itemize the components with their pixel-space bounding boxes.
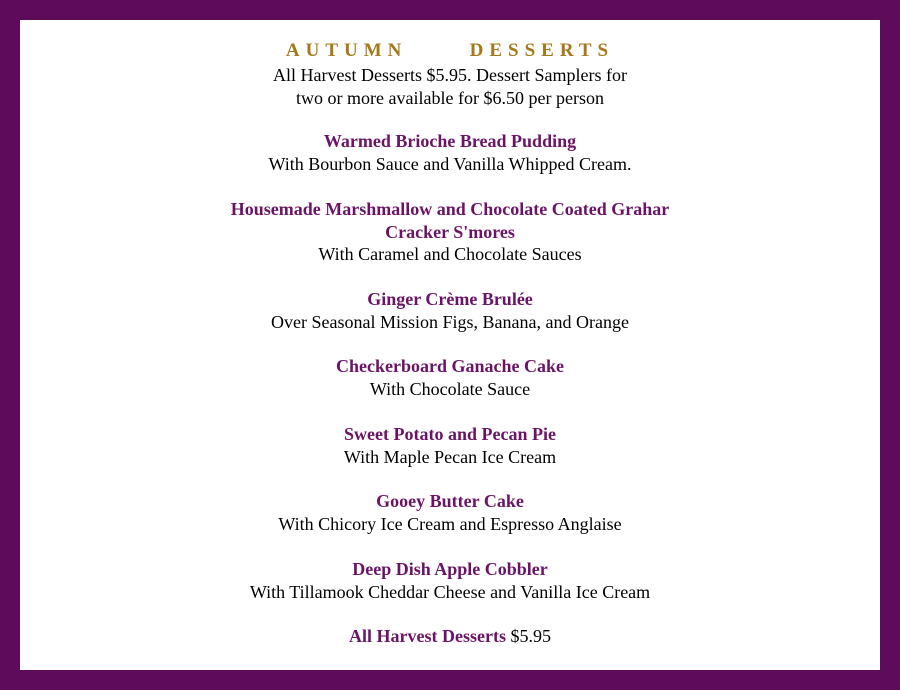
item-description: With Chocolate Sauce <box>369 378 531 399</box>
item-description: With Maple Pecan Ice Cream <box>343 446 557 467</box>
menu-intro <box>20 64 880 109</box>
item-name-line-2: Cracker S'mores <box>385 221 515 242</box>
item-name: Ginger Crème Brulée <box>367 289 533 309</box>
item-description: Over Seasonal Mission Figs, Banana, and Orange <box>271 311 629 332</box>
menu-item-apple-cobbler <box>20 558 880 603</box>
intro-line-2: two or more available for $6.50 per person <box>296 87 604 108</box>
menu-item-butter-cake <box>20 490 880 535</box>
item-name: Warmed Brioche Bread Pudding <box>323 131 577 151</box>
menu-title: AUTUMN DESSERTS <box>285 40 615 61</box>
footer-label: All Harvest Desserts <box>349 626 506 646</box>
item-name: Sweet Potato and Pecan Pie <box>344 424 556 444</box>
menu-item-pecan-pie <box>20 423 880 468</box>
item-description: With Caramel and Chocolate Sauces <box>318 244 582 264</box>
menu-item-bread-pudding <box>20 130 880 175</box>
item-name: Deep Dish Apple Cobbler <box>352 559 548 579</box>
item-name: Checkerboard Ganache Cake <box>336 356 564 376</box>
item-name: Gooey Butter Cake <box>376 491 524 511</box>
menu-page <box>20 20 880 670</box>
menu-footer <box>20 625 880 648</box>
item-description: With Bourbon Sauce and Vanilla Whipped Cream. <box>268 153 632 174</box>
item-description: With Chicory Ice Cream and Espresso Anglaise <box>278 513 622 534</box>
menu-item-ganache-cake <box>20 355 880 400</box>
menu-item-creme-brulee <box>20 288 880 333</box>
item-description: With Tillamook Cheddar Cheese and Vanilla Ice Cream <box>249 581 651 602</box>
footer-price: $5.95 <box>505 626 551 646</box>
menu-item-smores <box>20 198 880 266</box>
intro-line-1: All Harvest Desserts $5.95. Dessert Samplers for <box>273 65 627 85</box>
item-name-line-1: Housemade Marshmallow and Chocolate Coated Grahar <box>230 199 670 219</box>
